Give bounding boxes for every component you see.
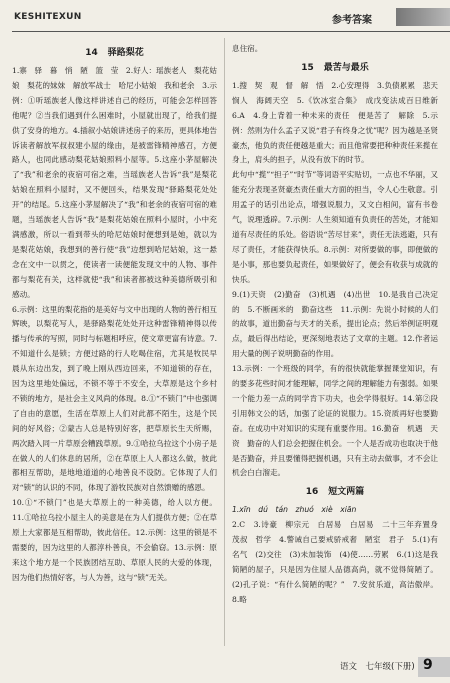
- header-rule: [12, 31, 450, 32]
- answer-paragraph: 1.寨 驿 暮 悄 陋 篮 莹 2.好人：瑶族老人 梨花姑娘 梨花的妹妹 解放军战士 哈尼小姑娘 我和老余 3.示例：①听瑶族老人像这样讲述自己的经历，可能会怎样回答他呢？②当我们遇到什么困难时，小屋就出现了，给我们提供了安身的地方。4.插叙小姑娘讲述房子的来历，更具体地告诉读者解放军叔叔建小屋的缘由，是被雷锋精神感召，方便路人，也同此感动梨花姑娘照料小屋等。5.这座小茅屋解决了“我”和老余的夜宿可宿之难，当瑶族老人告诉“我”是梨花姑娘在照料小屋时，又不便回头，结果发现“驿路梨花处处开”的结尾。5.这座小茅屋解决了“我”和老余的夜宿可宿的难题，当瑶族老人告诉“我”是梨花姑娘在照料小屋时，小中充满感激，所以一看到带头的哈尼姑娘时便想到是她，就以为是梨花姑娘，我想到的善行使“我”边想到哈尼姑娘，这一悬念在文中一以贯之，使读者一读便能发现文中的人物、事件都与梨花有关，这样就使“我”和读者都被这种美德所吸引和感动。: [12, 66, 217, 299]
- answer-paragraph: 此句中“揽”“担子”“时节”等词语平实贴切，一点也不华丽，又能充分表现圣贤豪杰责任重大方面的担当，令人心生敬意。引用孟子的话引出论点，增强说服力，又文白相间，富有书卷气，说理透辟。7.示例：人生须知道有负责任的苦处，才能知道有尽责任的乐处。俗语说“苦尽甘来”，责任无法逃避，只有尽了责任，才能获得快乐。8.示例：对所要做的事，即便做的是小事，那也要负起责任，如果做好了，便会有收获与成就的快乐。: [232, 170, 438, 284]
- section-title-text: 驿路梨花: [107, 48, 144, 58]
- page-footer: [340, 655, 450, 679]
- section-number: 15: [301, 62, 314, 73]
- brand-name: KESHITEXUN: [14, 12, 82, 22]
- section-number: 16: [305, 487, 319, 498]
- right-column: [232, 42, 446, 608]
- pinyin-line: 1.xīn dú tán zhuó xiè xiān: [232, 505, 357, 515]
- answer-paragraph: 13.示例：一个班级的同学，有的很快就能掌握课堂知识，有的要多花些时间才能理解，同学之间的理解能力有强弱。如果一个能力差一点的同学肯下功夫，也会学得很好。14.第②段引用韩文公的话，加强了论证的说服力。15.资质再好也要勤奋。在成功中对知识的实现有重要作用。16.勤奋 机遇 天资 勤奋的人们总会把握住机会。一个人是否成功也取决于他是否勤奋，并且要懂得把握机遇，只有主动去做事，才不会让机会白白溜走。: [232, 364, 438, 478]
- answer-paragraph: 2.C 3.诗豪 柳宗元 白居易 白居易 二十三年弃置身 茂叔 哲学 4.警诫自己要戒骄戒奢 陋室 君子 5.(1)有名气 (2)交往 (3)未加装饰 (4)使……劳累 6.(1)这是我简陋的屋子，只是因为住屋人品德高尚，就不觉得简陋了。(2)孔子说：“有什么简陋的呢？” 7.安贫乐道，高洁傲岸。8.略: [232, 520, 446, 604]
- header-decor-bar: [396, 8, 450, 26]
- answers-label: 参考答案: [332, 15, 372, 26]
- page-number: 9: [423, 657, 433, 673]
- intro-line: 息住宿。: [232, 44, 263, 53]
- answer-paragraph: 1.搜 契 观 督 解 悟 2.心安理得 3.负债累累 悲天悯人 海阔天空 5.《饮冰室合集》 成戊变法成百日维新 6.A 4.身上背着一种未来的责任 便是苦了 解除 5.示例：然则为什么孟子又说“君子有终身之忧”呢？因为越是圣贤豪杰，他负的责任便越是重大；而且他常要把种种责任来揽在身上，肩头的担子，从没有放下的时节。: [232, 80, 446, 165]
- section-title-text: 最苦与最乐: [323, 62, 369, 73]
- section-16-title: [232, 481, 438, 503]
- section-number: 14: [85, 48, 98, 58]
- answer-paragraph: 6.示例：这里的梨花指的是美好与文中出现的人物的善行相互辉映，以梨花写人，是驿路梨花处处开这种雷锋精神得以传播与传承的写照，同时与标题相呼应，使文章更富有诗意。7.不知道什么是锁；方便过路的行人吃喝住宿，尤其是牧民早晨从东边出发，到了晚上刚从西边回来，不知道锁的存在，因为这里地处偏远，不锁不等于不安全，大草原是这个乡村不锁的地方，是社会主义风尚的体现。8.①“不锁门”中也强调了自由的意愿，生活在草原上人们对此都不陌生，这是个民间的好风俗；②蒙古人总是特别好客，把草原长生天所赐，两次踏入同一片草原会糟践草原。9.①哈拉乌拉这个小房子是在做人的人们休息的居所，②在草原上人人都这么做，彼此都相互帮助，是地地道道的心地善良不设防。它体现了人们对“锁”的认识的不同，体现了游牧民族对自然馈赠的感恩。: [12, 304, 217, 493]
- answer-paragraph: 9.(1)天资 (2)勤奋 (3)机遇 (4)出世 10.是我自己决定的 5.不断画米的 勤奋这些 11.示例：先说小时候的人们的故事，道出勤奋与天才的关系，提出论点；然后举例证明观点，最后得出结论，更深刻地表达了文章的主题。12.作者运用大量的例子说明勤奋的作用。: [232, 289, 438, 359]
- answer-paragraph: 10.①“不锁门”也是大草原上的一种美德，给人以方便。11.①哈拉乌拉小屋主人的美意是在为人们提供方便；②在草原上大家都是互相帮助，彼此信任。12.示例：这里的锁是不需要的，因为这里的人都淳朴善良，不会偷窃。13.示例：原来这个地方是一个民族团结互助、草原人民的大爱的体现，因为他们热情好客，与人为善，这与“锁”无关。: [12, 498, 217, 582]
- left-column: [12, 42, 217, 586]
- footer-subject: 语文 七年级(下册): [340, 662, 415, 672]
- section-15-title: [232, 57, 438, 79]
- section-title-text: 短文两篇: [328, 487, 365, 498]
- section-14-title: [12, 42, 217, 64]
- column-divider: [224, 38, 225, 646]
- page-header: [0, 0, 450, 36]
